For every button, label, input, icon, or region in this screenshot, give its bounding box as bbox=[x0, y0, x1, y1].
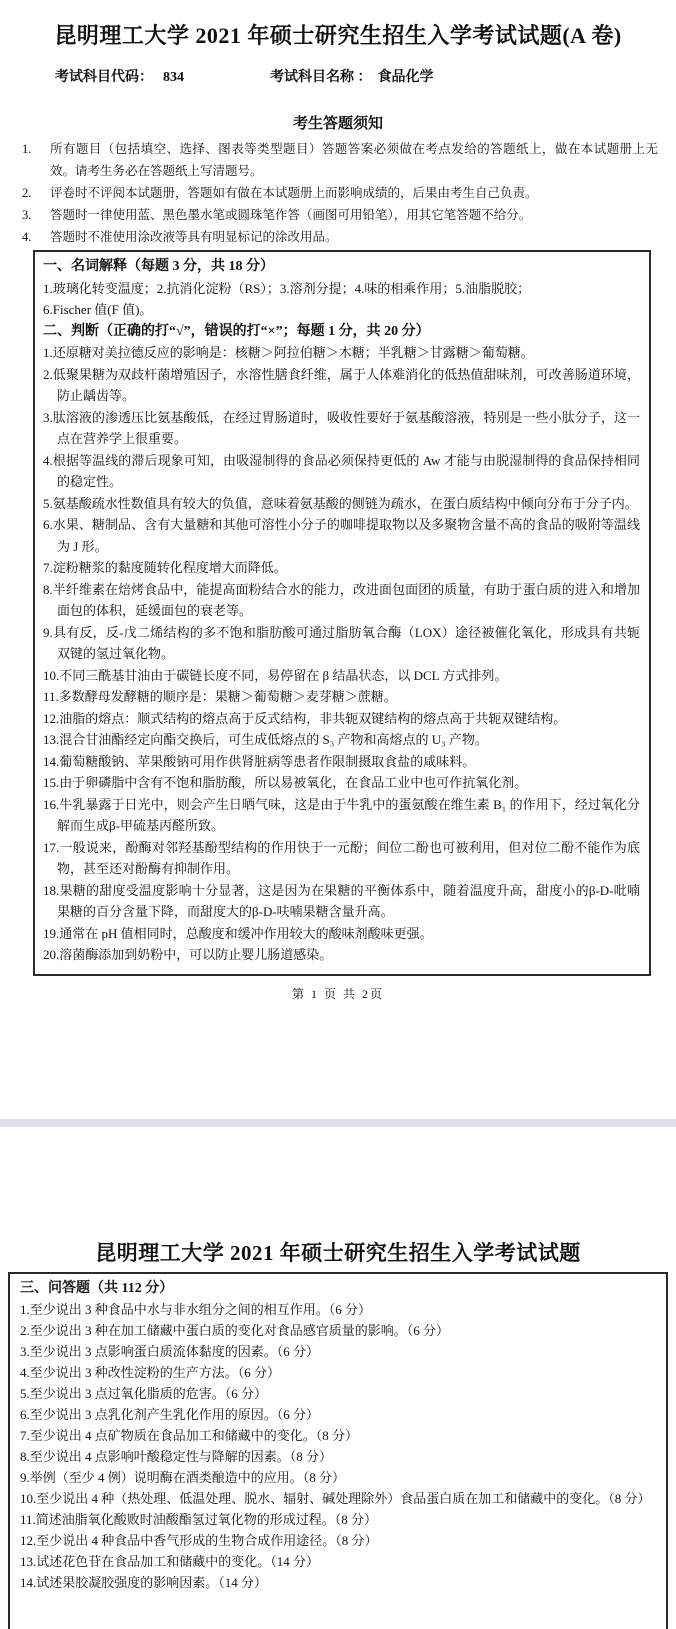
judgment-item: 2.低聚果糖为双歧杆菌增殖因子，水溶性膳食纤维，属于人体难消化的低热值甜味剂，可改善肠道环境，防止龋齿等。 bbox=[43, 366, 640, 403]
section1-heading: 一、名词解释（每题 3 分，共 18 分） bbox=[43, 259, 274, 274]
notice-item bbox=[22, 182, 658, 204]
item-number: 4. bbox=[22, 230, 32, 244]
subject-code-value: 834 bbox=[163, 70, 184, 85]
question-list bbox=[20, 1299, 656, 1593]
judgment-item: 10.不同三酰基甘油由于碳链长度不同，易停留在 β 结晶状态，以 DCL 方式排列。 bbox=[43, 667, 508, 683]
question-item: 12.至少说出 4 种食品中香气形成的生物合成作用途径。（8 分） bbox=[20, 1533, 378, 1548]
term-line: 1.玻璃化转变温度；2.抗消化淀粉（RS）；3.溶剂分提；4.味的相乘作用；5.油脂脱胶； bbox=[43, 280, 531, 296]
question-item: 2.至少说出 3 种在加工储藏中蛋白质的变化对食品感官质量的影响。（6 分） bbox=[20, 1323, 450, 1338]
question-item: 10.至少说出 4 种（热处理、低温处理、脱水、辐射、碱处理除外）食品蛋白质在加工和储藏中的变化。（8 分） bbox=[20, 1491, 651, 1506]
term-line: 6.Fischer 值(F 值)。 bbox=[43, 302, 153, 317]
judgment-item: 7.淀粉糖浆的黏度随转化程度增大而降低。 bbox=[43, 560, 287, 575]
judgment-item: 19.通常在 pH 值相同时，总酸度和缓冲作用较大的酸味剂酸味更强。 bbox=[43, 925, 433, 941]
question-item: 11.简述油脂氧化酸败时油酸酯氢过氧化物的形成过程。（8 分） bbox=[20, 1512, 378, 1527]
subject-meta-row bbox=[55, 68, 676, 88]
judgment-item: 17.一般说来，酚酶对邻羟基酚型结构的作用快于一元酚；间位二酚也可被利用，但对位二酚不能作为底物，甚至还对酚酶有抑制作用。 bbox=[43, 839, 640, 876]
judgment-item: 5.氨基酸疏水性数值具有较大的负值，意味着氨基酸的侧链为疏水，在蛋白质结构中倾向分布于分子内。 bbox=[43, 495, 638, 511]
subject-code-label: 考试科目代码： bbox=[55, 70, 153, 85]
notices-list bbox=[22, 138, 658, 248]
question-item: 13.试述花色苷在食品加工和储藏中的变化。（14 分） bbox=[20, 1554, 320, 1569]
subject-code-field bbox=[55, 68, 270, 88]
section1-lines bbox=[43, 278, 640, 321]
judgment-item: 16.牛乳暴露于日光中，则会产生日晒气味，这是由于牛乳中的蛋氨酸在维生素 B₁ 的作用下，经过氧化分解而生成β-甲硫基丙醛所致。 bbox=[43, 796, 640, 833]
questions-box-page1 bbox=[33, 250, 651, 976]
question-item: 4.至少说出 3 种改性淀粉的生产方法。（6 分） bbox=[20, 1365, 281, 1380]
question-item: 9.举例（至少 4 例）说明酶在酒类酿造中的应用。（8 分） bbox=[20, 1470, 346, 1485]
question-item: 5.至少说出 3 点过氧化脂质的危害。（6 分） bbox=[20, 1386, 268, 1401]
exam-title: 昆明理工大学 2021 年硕士研究生招生入学考试试题(A 卷) bbox=[54, 23, 622, 48]
exam-paper-scan bbox=[0, 22, 676, 1629]
item-number: 1. bbox=[22, 142, 32, 156]
item-text: 答题时一律使用蓝、黑色墨水笔或圆珠笔作答（画图可用铅笔），用其它笔答题不给分。 bbox=[50, 208, 532, 222]
questions-box-page2 bbox=[8, 1272, 668, 1629]
judgment-item: 14.葡萄糖酸钠、苹果酸钠可用作供肾脏病等患者作限制摄取食盐的咸味料。 bbox=[43, 753, 476, 769]
subject-name-field bbox=[270, 68, 434, 88]
section3-heading: 三、问答题（共 112 分） bbox=[20, 1281, 174, 1296]
question-item: 14.试述果胶凝胶强度的影响因素。（14 分） bbox=[20, 1575, 268, 1590]
page-2 bbox=[0, 1127, 676, 1629]
notice-heading: 考生答题须知 bbox=[292, 116, 383, 132]
exam-title-page2: 昆明理工大学 2021 年硕士研究生招生入学考试试题 bbox=[95, 1241, 581, 1265]
question-item: 7.至少说出 4 点矿物质在食品加工和储藏中的变化。（8 分） bbox=[20, 1428, 359, 1443]
judgment-item: 9.具有反，反-戊二烯结构的多不饱和脂肪酸可通过脂肪氧合酶（LOX）途径被催化氧化，形成具有共轭双键的氢过氧化物。 bbox=[43, 624, 640, 661]
item-text: 评卷时不评阅本试题册，答题如有做在本试题册上而影响成绩的，后果由考生自己负责。 bbox=[50, 186, 538, 200]
judgment-item: 11.多数酵母发酵糖的顺序是：果糖＞葡萄糖＞麦芽糖＞蔗糖。 bbox=[43, 689, 397, 704]
judgment-item: 1.还原糖对美拉德反应的影响是：核糖＞阿拉伯糖＞木糖；半乳糖＞甘露糖＞葡萄糖。 bbox=[43, 345, 534, 360]
section2-heading: 二、判断（正确的打“√”，错误的打“×”；每题 1 分，共 20 分） bbox=[43, 323, 430, 339]
judgment-item: 12.油脂的熔点：顺式结构的熔点高于反式结构，非共轭双键结构的熔点高于共轭双键结构。 bbox=[43, 710, 567, 726]
judgment-item: 4.根据等温线的滞后现象可知，由吸湿制得的食品必须保持更低的 Aw 才能与由脱湿制得的食品保持相同的稳定性。 bbox=[43, 452, 640, 489]
judgment-item: 18.果糖的甜度受温度影响十分显著，这是因为在果糖的平衡体系中，随着温度升高，甜度小的β-D-吡喃果糖的百分含量下降，而甜度大的β-D-呋喃果糖含量升高。 bbox=[43, 882, 640, 919]
notice-item bbox=[22, 138, 658, 182]
notice-item bbox=[22, 204, 658, 226]
question-item: 3.至少说出 3 点影响蛋白质流体黏度的因素。（6 分） bbox=[20, 1344, 320, 1359]
page-1 bbox=[0, 22, 676, 1119]
judgment-item: 6.水果、糖制品、含有大量糖和其他可溶性小分子的咖啡提取物以及多聚物含量不高的食品的吸附等温线为 J 形。 bbox=[43, 517, 640, 554]
question-item: 8.至少说出 4 点影响叶酸稳定性与降解的因素。（8 分） bbox=[20, 1449, 333, 1464]
page-footer: 第 1 页 共 2页 bbox=[291, 986, 384, 1001]
judgment-item: 3.肽溶液的渗透压比氨基酸低，在经过胃肠道时，吸收性要好于氨基酸溶液，特别是一些小肽分子，这一点在营养学上很重要。 bbox=[43, 409, 640, 446]
question-item: 6.至少说出 3 点乳化剂产生乳化作用的原因。（6 分） bbox=[20, 1407, 320, 1422]
judgment-list bbox=[43, 342, 640, 966]
subject-name-value: 食品化学 bbox=[377, 70, 434, 85]
notice-item bbox=[22, 226, 658, 248]
item-number: 3. bbox=[22, 208, 32, 222]
judgment-item: 15.由于卵磷脂中含有不饱和脂肪酸，所以易被氧化，在食品工业中也可作抗氧化剂。 bbox=[43, 775, 528, 790]
subject-name-label: 考试科目名称 ： bbox=[270, 70, 372, 85]
item-number: 2. bbox=[22, 186, 32, 200]
question-item: 1.至少说出 3 种食品中水与非水组分之间的相互作用。（6 分） bbox=[20, 1302, 372, 1317]
judgment-item: 13.混合甘油酯经定向酯交换后，可生成低熔点的 S₃ 产物和高熔点的 U₃ 产物。 bbox=[43, 732, 488, 747]
page-gap-separator bbox=[0, 1119, 676, 1127]
judgment-item: 8.半纤维素在焙烤食品中，能提高面粉结合水的能力，改进面包面团的质量，有助于蛋白质的进入和增加面包的体积，延缓面包的衰老等。 bbox=[43, 581, 640, 618]
judgment-item: 20.溶菌酶添加到奶粉中，可以防止婴儿肠道感染。 bbox=[43, 947, 333, 962]
item-text: 答题时不准使用涂改液等具有明显标记的涂改用品。 bbox=[50, 230, 338, 244]
item-text: 所有题目（包括填空、选择、图表等类型题目）答题答案必须做在考点发给的答题纸上，做在本试题册上无效。请考生务必在答题纸上写清题号。 bbox=[50, 142, 658, 178]
